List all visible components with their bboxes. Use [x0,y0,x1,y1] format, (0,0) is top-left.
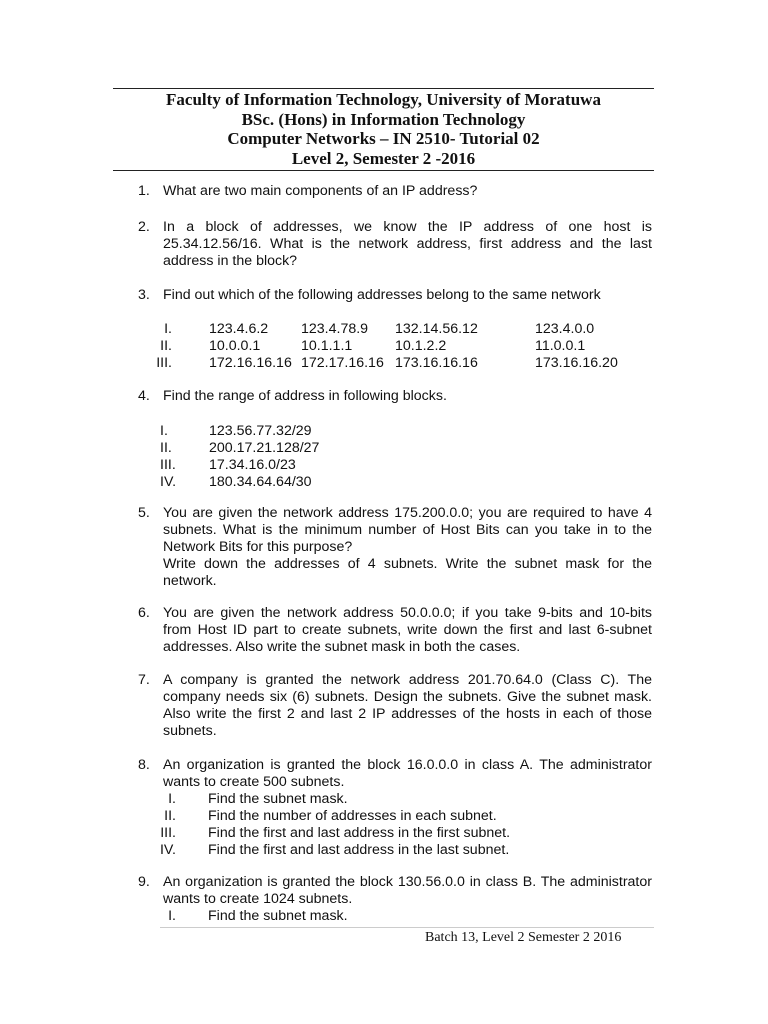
address-cell: 172.16.16.16 [209,355,292,371]
address-cell: 10.1.2.2 [395,338,447,354]
roman-numeral: I. [168,791,176,807]
question-text: You are given the network address 175.200.0.0; you are required to have 4 subnets. What is the minimum number of Host Bits can you take in to the Network Bits for this purpose? [163,505,652,555]
header-faculty: Faculty of Information Technology, University of Moratuwa [166,90,601,109]
document-header [113,90,654,168]
footer-rule [160,927,654,928]
question-number: 4. [138,388,150,404]
question-number: 5. [138,505,150,521]
roman-numeral: IV. [159,842,176,858]
header-degree: BSc. (Hons) in Information Technology [241,109,526,129]
roman-numeral: II. [160,440,172,456]
question-4 [138,388,652,405]
roman-numeral: III. [160,825,176,841]
question-text: A company is granted the network address 201.70.64.0 (Class C). The company needs six (6) subnets. Design the subnets. Give the subnet mask. Also write the first 2 and last 2 IP addresses of the hosts in each of those subnets. [163,672,652,739]
roman-numeral: II. [160,338,172,354]
roman-numeral: III. [160,457,176,473]
question-text: In a block of addresses, we know the IP address of one host is 25.34.12.56/16. What is the network address, first address and the last address in the block? [163,219,652,269]
address-cell: 123.4.78.9 [301,321,369,337]
address-cell: 173.16.16.20 [535,355,618,371]
roman-numeral: IV. [160,474,177,490]
task-text: Find the first and last address in the first subnet. [208,825,511,841]
question-5 [138,505,652,590]
task-text: Find the subnet mask. [208,908,348,924]
task-text: Find the subnet mask. [208,791,348,807]
question-text-continued: Write down the addresses of 4 subnets. Write the subnet mask for the network. [163,556,652,589]
roman-numeral: II. [164,808,176,824]
address-cell: 132.14.56.12 [395,321,478,337]
question-2 [138,219,652,270]
question-number: 8. [138,757,150,773]
question-3 [138,287,652,304]
question-number: 1. [138,183,150,199]
page-footer: Batch 13, Level 2 Semester 2 2016 [425,930,622,945]
address-cell: 123.4.0.0 [535,321,595,337]
question-number: 7. [138,672,150,688]
header-bottom-rule [113,170,654,171]
address-cell: 123.4.6.2 [209,321,269,337]
header-course: Computer Networks – IN 2510- Tutorial 02 [227,129,540,148]
roman-numeral: I. [160,423,168,439]
question-8 [138,757,652,791]
task-text: Find the first and last address in the last subnet. [208,842,510,858]
question-text: You are given the network address 50.0.0.0; if you take 9-bits and 10-bits from Host ID part to create subnets, write down the first and last 6-subnet addresses. Also write the subnet mask in both the cases. [163,605,652,655]
question-number: 6. [138,605,150,621]
block-cell: 17.34.16.0/23 [209,457,296,473]
question-text: What are two main components of an IP address? [163,183,478,199]
roman-numeral: III. [156,355,172,371]
question-6 [138,605,652,656]
header-top-rule [113,88,654,89]
question-text: Find out which of the following addresses belong to the same network [163,287,601,303]
address-cell: 10.1.1.1 [301,338,353,354]
block-cell: 200.17.21.128/27 [209,440,320,456]
question-text: Find the range of address in following blocks. [163,388,447,404]
block-cell: 123.56.77.32/29 [209,423,312,439]
question-9 [138,874,652,908]
roman-numeral: I. [164,321,172,337]
address-cell: 173.16.16.16 [395,355,478,371]
question-7 [138,672,652,740]
question-1 [138,183,652,200]
address-cell: 172.17.16.16 [301,355,384,371]
question-number: 9. [138,874,150,890]
address-cell: 10.0.0.1 [209,338,261,354]
question-number: 2. [138,219,150,235]
question-number: 3. [138,287,150,303]
block-cell: 180.34.64.64/30 [209,474,312,490]
task-text: Find the number of addresses in each subnet. [208,808,497,824]
header-level: Level 2, Semester 2 -2016 [291,148,476,168]
question-text: An organization is granted the block 130.56.0.0 in class B. The administrator wants to create 1024 subnets. [163,874,652,907]
roman-numeral: I. [168,908,176,924]
address-cell: 11.0.0.1 [535,338,586,354]
question-text: An organization is granted the block 16.0.0.0 in class A. The administrator wants to create 500 subnets. [163,757,652,790]
